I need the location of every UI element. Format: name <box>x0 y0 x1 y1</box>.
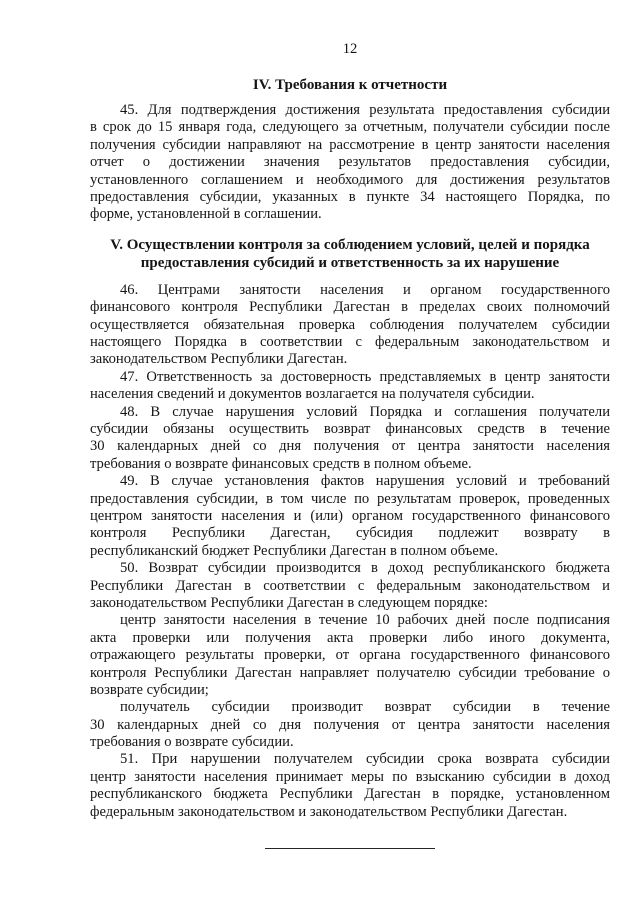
text-line: требования о возврате финансовых средств в полном объеме. <box>90 455 472 472</box>
separator-line <box>265 848 435 849</box>
text-line: 48. В случае нарушения условий Порядка и соглашения получатели <box>120 403 610 420</box>
text-line: субсидии обязаны осуществить возврат финансовых средств в течение <box>90 421 610 438</box>
text-line: 50. Возврат субсидии производится в доход республиканского бюджета <box>120 560 610 577</box>
text-line: акта проверки или получения акта проверки либо иного документа, <box>90 629 610 646</box>
text-line: в срок до 15 января года, следующего за отчетным, получатели субсидии после <box>90 119 610 136</box>
paragraph-49 <box>90 473 610 560</box>
paragraph-47 <box>90 369 610 404</box>
text-line: 49. В случае установления фактов нарушения условий и требований <box>120 473 610 490</box>
text-line: 30 календарных дней со дня получения от центра занятости населения <box>90 438 610 455</box>
text-line: получатель субсидии производит возврат субсидии в течение <box>120 699 610 716</box>
text-line: отражающего результаты проверки, от органа государственного финансового <box>90 647 610 664</box>
text-line: требования о возврате субсидии. <box>90 734 294 751</box>
text-line: центр занятости населения в течение 10 рабочих дней после подписания <box>120 612 610 629</box>
subparagraph-50-2 <box>90 699 610 751</box>
section-heading-line: IV. Требования к отчетности <box>252 76 448 93</box>
subparagraph-50-1 <box>90 612 610 699</box>
text-line: 46. Центрами занятости населения и органом государственного <box>120 281 610 298</box>
text-line: отчет о достижении значения результатов предоставления субсидии, <box>90 154 610 171</box>
paragraph-45 <box>90 102 610 224</box>
section-heading-iv <box>90 76 610 94</box>
paragraph-50 <box>90 560 610 612</box>
text-line: федеральным законодательством и законодательством Республики Дагестан. <box>90 803 568 820</box>
text-line: 51. При нарушении получателем субсидии срока возврата субсидии <box>120 751 610 768</box>
text-line: законодательством Республики Дагестан в следующем порядке: <box>90 594 488 611</box>
text-line: контроля Республики Дагестан, субсидия подлежит возврату в <box>90 525 610 542</box>
section-heading-v <box>90 236 610 272</box>
text-line: 45. Для подтверждения достижения результата предоставления субсидии <box>120 101 610 118</box>
text-line: законодательством Республики Дагестан. <box>90 351 348 368</box>
text-line: контроля Республики Дагестан направляет получателю субсидии требование о <box>90 664 610 681</box>
page-number: 12 <box>342 41 358 57</box>
text-line: республиканский бюджет Республики Дагестан в полном объеме. <box>90 542 499 559</box>
section-heading-line: V. Осуществлении контроля за соблюдением условий, целей и порядка <box>110 236 590 253</box>
text-line: 47. Ответственность за достоверность представляемых в центр занятости <box>120 368 610 385</box>
document-body <box>90 41 610 821</box>
text-line: центром занятости населения и (или) органом государственного финансового <box>90 507 610 524</box>
section-heading-line: предоставления субсидий и ответственность за их нарушение <box>140 254 560 271</box>
text-line: предоставления субсидии, в том числе по результатам проверок, проведенных <box>90 490 610 507</box>
text-line: установленного соглашением и необходимого для достижения результатов <box>90 171 610 188</box>
paragraph-51 <box>90 751 610 821</box>
text-line: осуществляется обязательная проверка соблюдения получателем субсидии <box>90 316 610 333</box>
text-line: финансового контроля Республики Дагестан в пределах своих полномочий <box>90 299 610 316</box>
text-line: Республики Дагестан в соответствии с федеральным законодательством и <box>90 577 610 594</box>
text-line: населения сведений и документов возлагается на получателя субсидии. <box>90 386 535 403</box>
paragraph-46 <box>90 282 610 369</box>
text-line: получения субсидии направляют на рассмотрение в центр занятости населения <box>90 136 610 153</box>
text-line: предоставления субсидии, указанных в пункте 34 настоящего Порядка, по <box>90 188 610 205</box>
text-line: центр занятости населения принимает меры по взысканию субсидии в доход <box>90 768 610 785</box>
paragraph-48 <box>90 404 610 474</box>
text-line: настоящего Порядка в соответствии с федеральным законодательством и <box>90 334 610 351</box>
text-line: форме, установленной в соглашении. <box>90 206 322 223</box>
text-line: 30 календарных дней со дня получения от центра занятости населения <box>90 716 610 733</box>
text-line: республиканского бюджета Республики Дагестан в порядке, установленном <box>90 786 610 803</box>
text-line: возврате субсидии; <box>90 681 209 698</box>
